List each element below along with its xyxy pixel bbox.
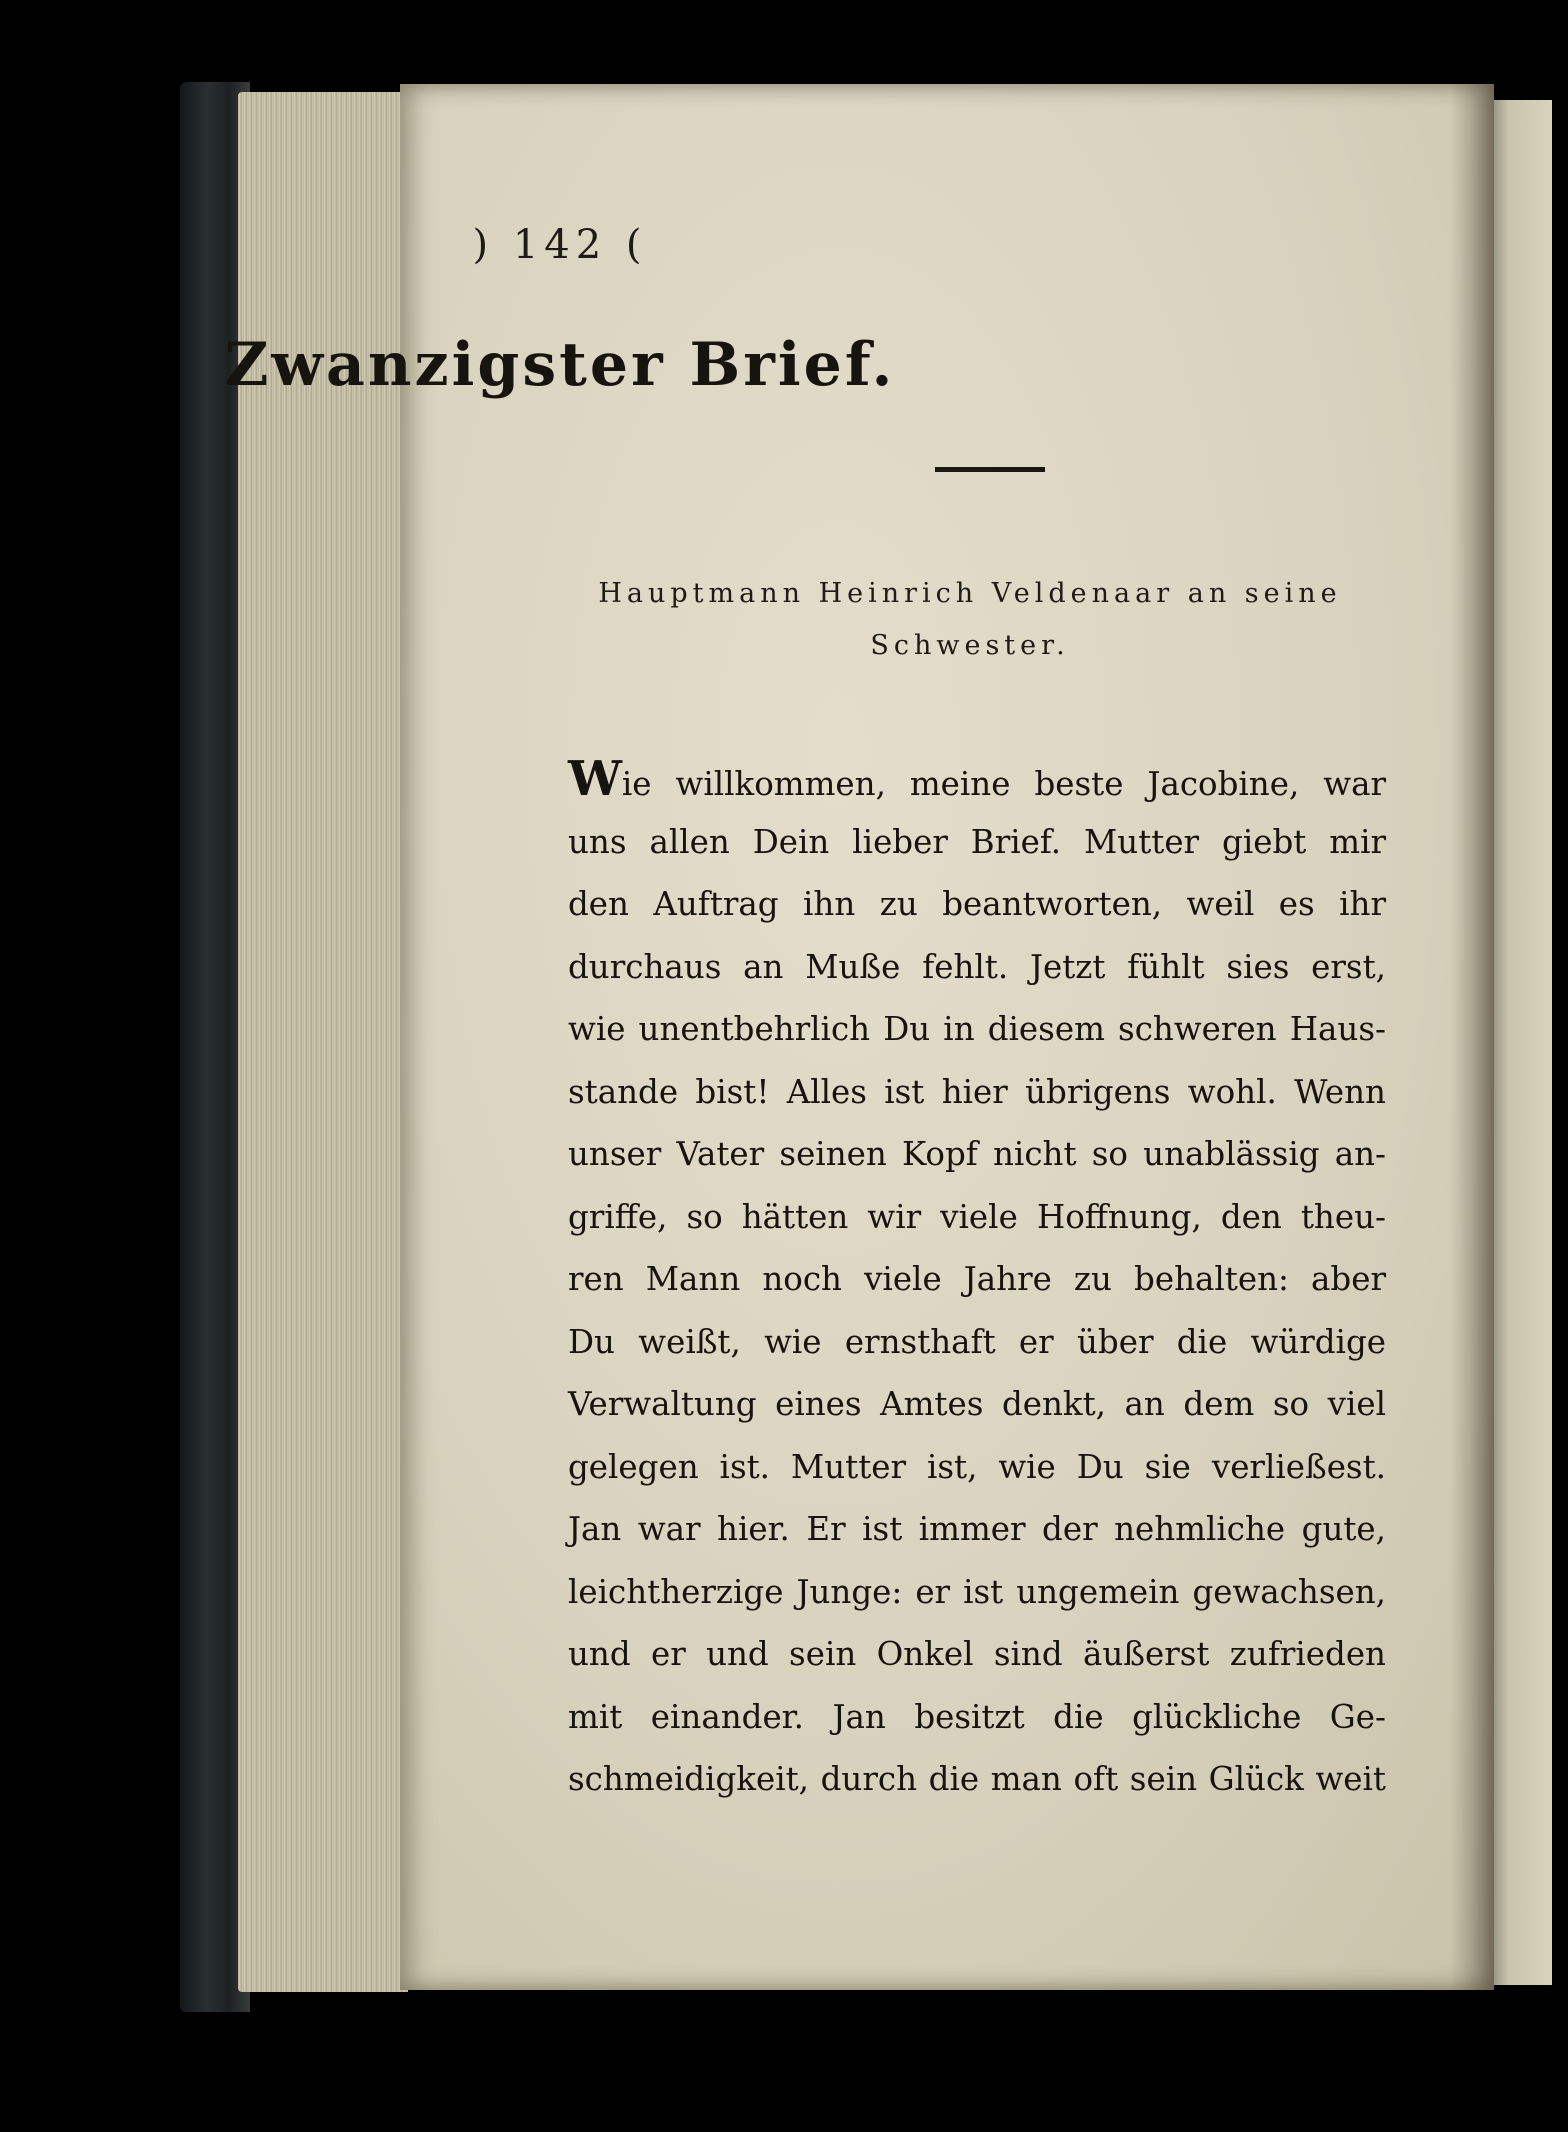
body-line: schmeidigkeit, durch die man oft sein Glück weit <box>568 1760 1386 1798</box>
page-gutter <box>1450 84 1494 1990</box>
body-line: den Auftrag ihn zu beantworten, weil es ihr <box>568 885 1386 923</box>
body-line: unser Vater seinen Kopf nicht so unablässig an- <box>568 1135 1386 1173</box>
body-line: Verwaltung eines Amtes denkt, an dem so viel <box>568 1385 1386 1423</box>
facing-page <box>1490 100 1552 1985</box>
body-line: Du weißt, wie ernsthaft er über die würdige <box>568 1322 1386 1361</box>
address-line: Schwester. <box>870 630 1070 661</box>
letter-title: Zwanzigster Brief. <box>224 330 896 400</box>
body-line: und er und sein Onkel sind äußerst zufrieden <box>568 1635 1386 1673</box>
body-line: mit einander. Jan besitzt die glückliche Ge- <box>568 1697 1386 1736</box>
letter-address <box>560 568 1380 672</box>
body-line: griffe, so hätten wir viele Hoffnung, den theu- <box>568 1197 1386 1236</box>
title-rule <box>935 467 1045 472</box>
body-line: wie unentbehrlich Du in diesem schweren Haus- <box>568 1010 1386 1048</box>
body-line: leichtherzige Junge: er ist ungemein gewachsen, <box>568 1572 1386 1611</box>
body-line: Jan war hier. Er ist immer der nehmliche gute, <box>568 1510 1386 1548</box>
address-line: Hauptmann Heinrich Veldenaar an seine <box>598 578 1342 609</box>
body-line: Wie willkommen, meine beste Jacobine, war <box>568 751 1386 807</box>
body-line: gelegen ist. Mutter ist, wie Du sie verließest. <box>568 1447 1386 1486</box>
body-line: ren Mann noch viele Jahre zu behalten: aber <box>568 1260 1386 1298</box>
body-line: stande bist! Alles ist hier übrigens wohl. Wenn <box>568 1072 1386 1111</box>
body-line: durchaus an Muße fehlt. Jetzt fühlt sies erst, <box>568 947 1386 986</box>
body-line: uns allen Dein lieber Brief. Mutter giebt mir <box>568 822 1386 861</box>
letter-body <box>568 748 1386 1811</box>
page-number: ) 142 ( <box>472 222 648 268</box>
